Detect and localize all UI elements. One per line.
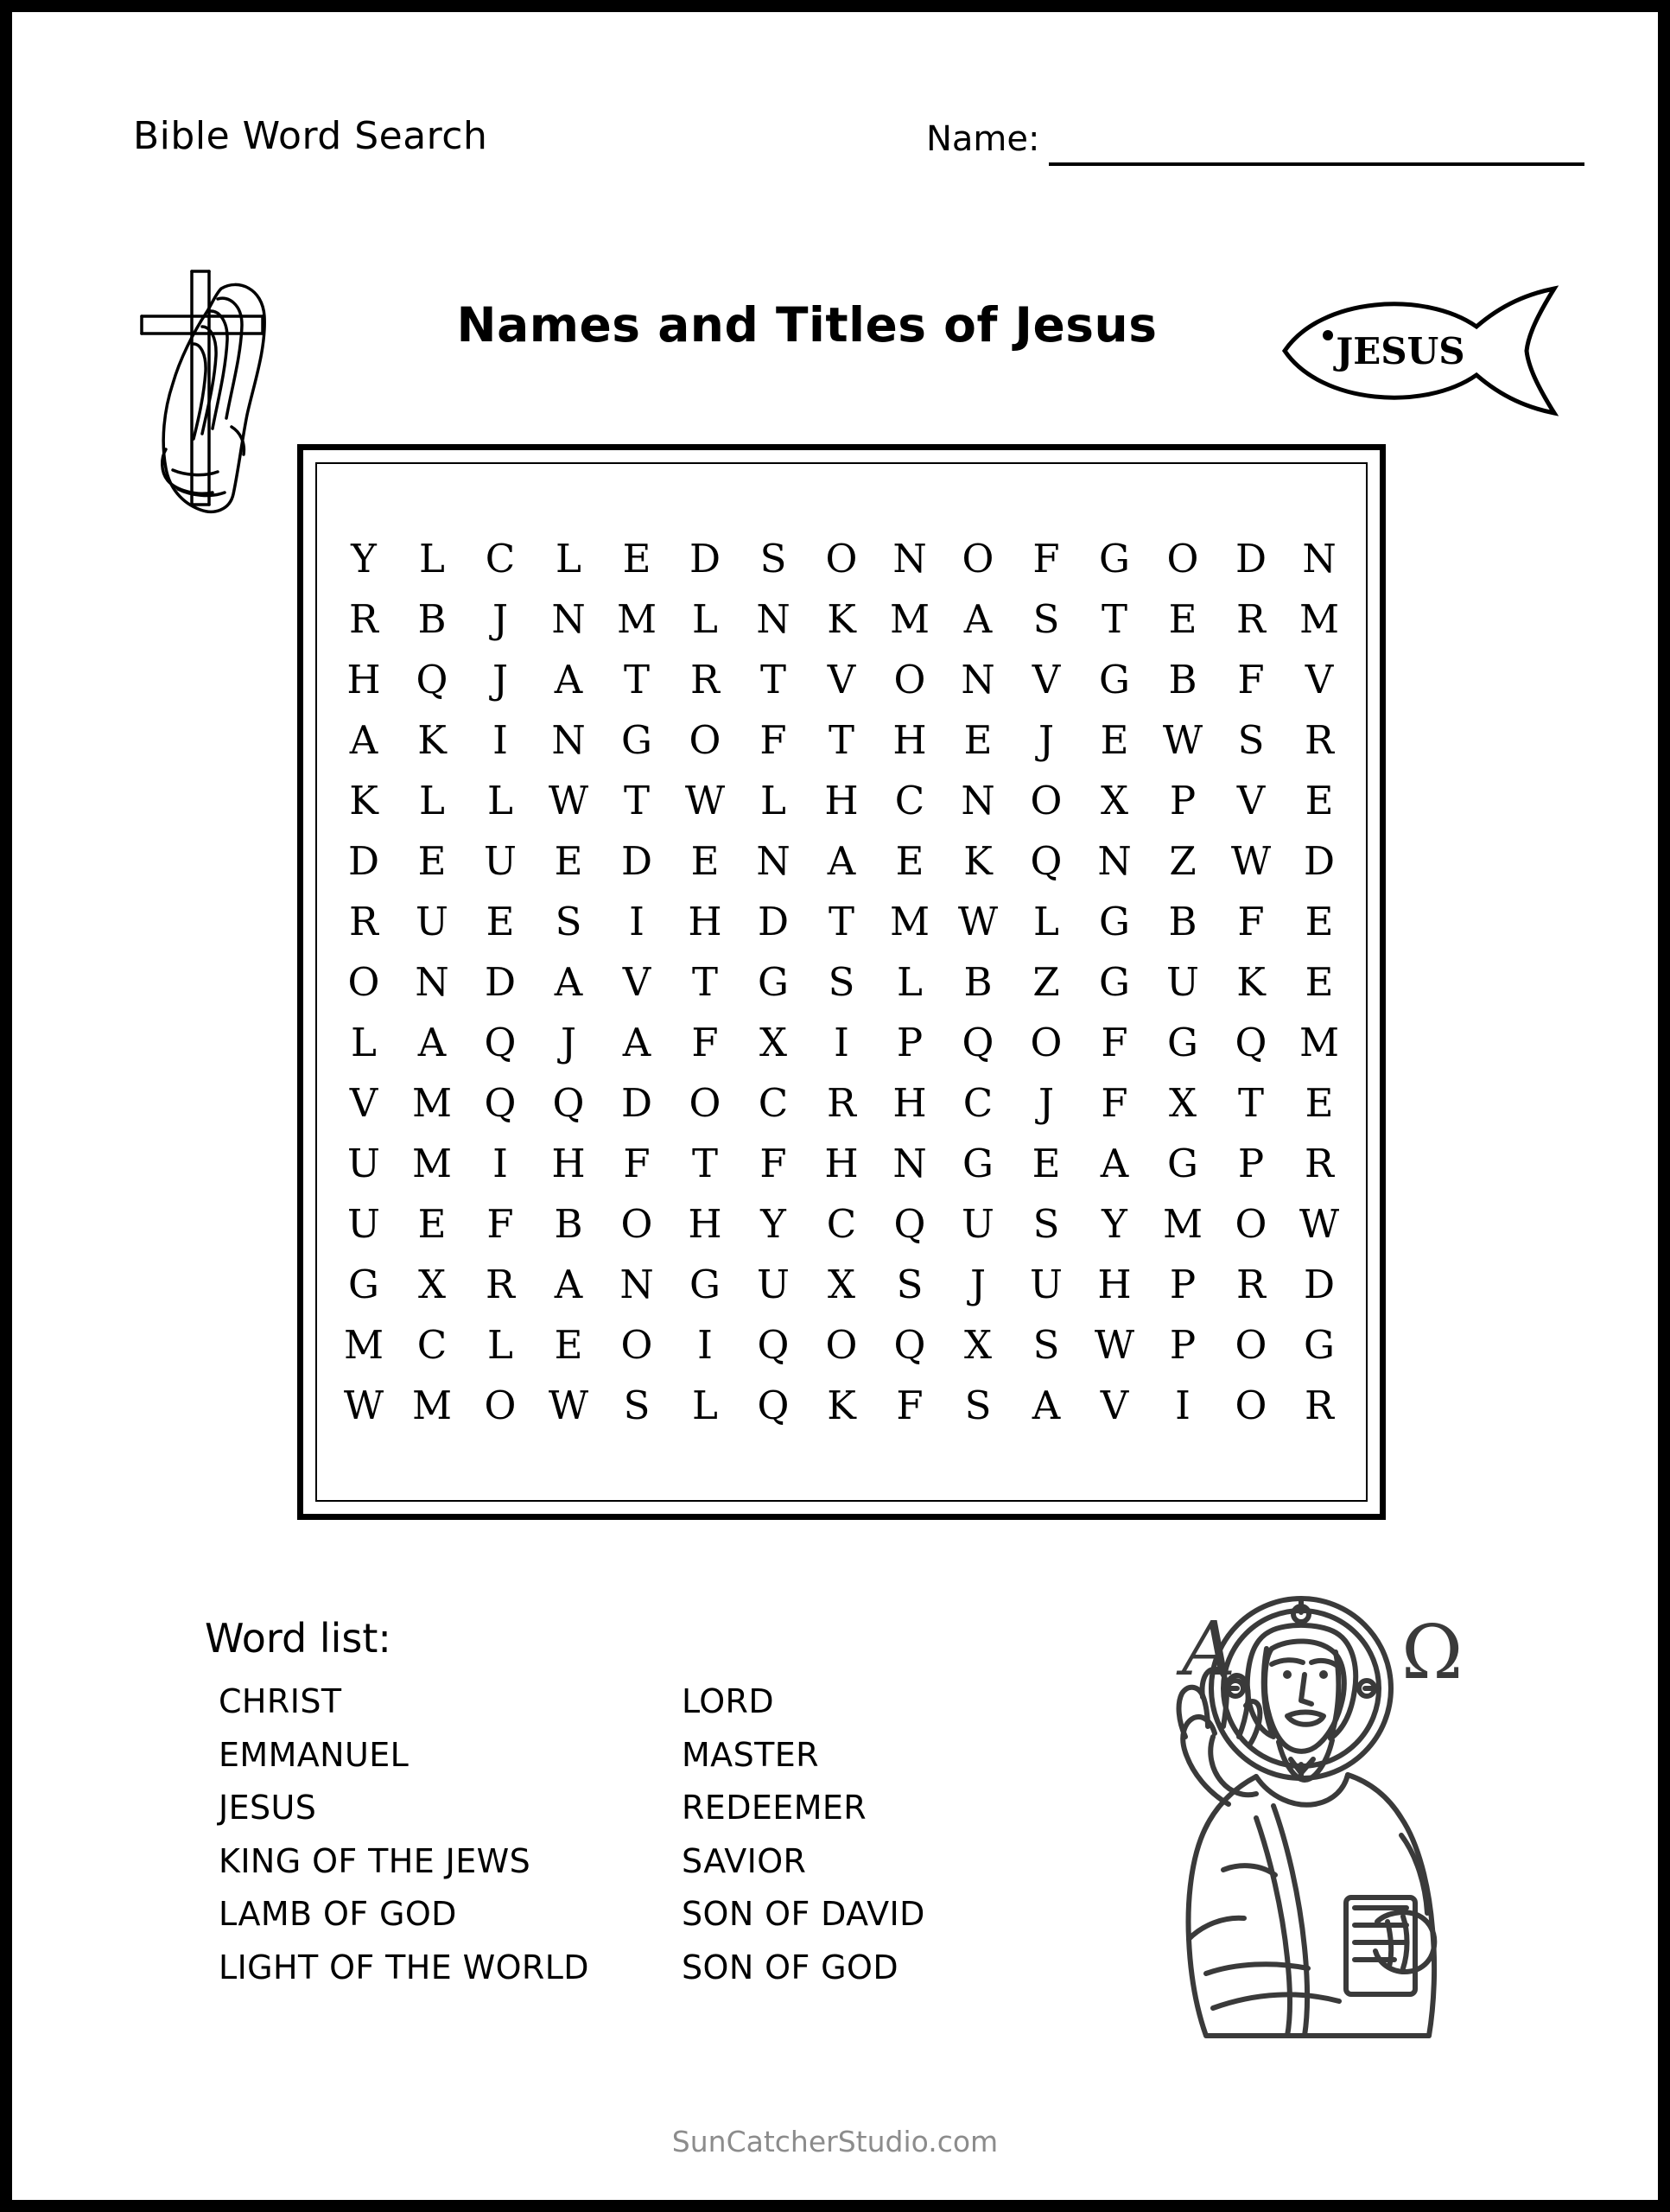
grid-cell[interactable]: A	[554, 657, 583, 702]
grid-cell[interactable]: E	[486, 899, 515, 944]
grid-cell[interactable]: T	[623, 657, 650, 702]
grid-row	[317, 892, 1366, 952]
grid-cell[interactable]: E	[963, 717, 993, 763]
grid-cell[interactable]: X	[827, 1262, 856, 1307]
grid-cell[interactable]: Q	[893, 1322, 926, 1368]
grid-cell[interactable]: T	[691, 959, 718, 1005]
grid-cell[interactable]: S	[1032, 596, 1060, 642]
grid-cell[interactable]: A	[349, 717, 378, 763]
grid-cell[interactable]: B	[1168, 899, 1197, 944]
grid-cell[interactable]: X	[1100, 778, 1129, 823]
grid-cell[interactable]: W	[1094, 1322, 1135, 1368]
grid-cell[interactable]: E	[554, 1322, 583, 1368]
grid-cell[interactable]: N	[415, 959, 449, 1005]
grid-cell[interactable]: F	[1101, 1020, 1128, 1065]
grid-cell[interactable]: P	[1237, 1141, 1265, 1186]
grid-cell[interactable]: Z	[1032, 959, 1060, 1005]
grid-cell[interactable]: Q	[484, 1080, 517, 1126]
word-search-grid[interactable]	[297, 444, 1386, 1520]
grid-cell[interactable]: C	[826, 1201, 857, 1247]
grid-cell[interactable]: R	[1305, 717, 1334, 763]
grid-cell[interactable]: O	[962, 536, 994, 582]
ichthys-fish-icon	[1269, 282, 1567, 420]
word-list-item[interactable]: EMMANUEL	[219, 1735, 410, 1774]
grid-cell[interactable]: W	[1299, 1201, 1340, 1247]
grid-cell[interactable]: M	[889, 596, 930, 642]
grid-cell[interactable]: N	[756, 838, 791, 884]
grid-cell[interactable]: N	[551, 596, 586, 642]
grid-cell[interactable]: E	[895, 838, 924, 884]
grid-cell[interactable]: Q	[1030, 838, 1063, 884]
grid-cell[interactable]: B	[417, 596, 447, 642]
grid-cell[interactable]: C	[962, 1080, 994, 1126]
grid-cell[interactable]: O	[484, 1382, 517, 1428]
grid-cell[interactable]: L	[419, 778, 445, 823]
grid-cell[interactable]: G	[1167, 1020, 1198, 1065]
grid-cell[interactable]: M	[411, 1382, 453, 1428]
praying-hands-icon	[124, 254, 310, 522]
grid-cell[interactable]: E	[1305, 899, 1334, 944]
word-list-title: Word list:	[205, 1615, 391, 1662]
grid-cell[interactable]: N	[1097, 838, 1132, 884]
omega-symbol: Ω	[1401, 1610, 1464, 1696]
grid-cell[interactable]: O	[825, 536, 858, 582]
grid-cell[interactable]: N	[961, 657, 995, 702]
grid-cell[interactable]: O	[620, 1322, 653, 1368]
grid-cell[interactable]: X	[963, 1322, 993, 1368]
grid-cell[interactable]: V	[1032, 657, 1061, 702]
grid-cell[interactable]: L	[556, 536, 581, 582]
grid-cell[interactable]: H	[824, 778, 859, 823]
grid-cell[interactable]: M	[411, 1141, 453, 1186]
grid-cell[interactable]: L	[487, 778, 513, 823]
grid-cell[interactable]: N	[892, 1141, 927, 1186]
grid-cell[interactable]: S	[896, 1262, 924, 1307]
grid-cell[interactable]: T	[828, 717, 854, 763]
grid-cell[interactable]: G	[1099, 657, 1130, 702]
grid-cell[interactable]: G	[348, 1262, 379, 1307]
grid-cell[interactable]: O	[1235, 1322, 1267, 1368]
grid-cell[interactable]: I	[629, 899, 645, 944]
grid-cell[interactable]: E	[417, 1201, 447, 1247]
grid-cell[interactable]: D	[1303, 838, 1336, 884]
grid-cell[interactable]: X	[417, 1262, 447, 1307]
word-list-columns	[198, 1675, 1010, 1994]
grid-cell[interactable]: S	[759, 536, 787, 582]
grid-cell[interactable]: P	[1169, 778, 1197, 823]
grid-cell[interactable]: U	[347, 1201, 380, 1247]
grid-cell[interactable]: H	[688, 1201, 722, 1247]
grid-cell[interactable]: U	[962, 1201, 994, 1247]
grid-cell[interactable]: S	[623, 1382, 651, 1428]
word-list-column-2	[682, 1675, 1010, 1994]
word-list-item[interactable]: LIGHT OF THE WORLD	[219, 1948, 589, 1986]
grid-cell[interactable]: M	[1299, 1020, 1340, 1065]
grid-cell[interactable]: O	[689, 1080, 721, 1126]
grid-cell[interactable]: K	[963, 838, 993, 884]
grid-cell[interactable]: W	[957, 899, 999, 944]
grid-cell[interactable]: R	[349, 899, 378, 944]
grid-cell[interactable]: L	[1033, 899, 1059, 944]
grid-cell[interactable]: U	[757, 1262, 790, 1307]
grid-cell[interactable]: C	[758, 1080, 789, 1126]
grid-cell[interactable]: O	[347, 959, 380, 1005]
word-list-column-1	[198, 1675, 682, 1994]
grid-cell[interactable]: D	[620, 838, 653, 884]
grid-cell[interactable]: Q	[757, 1382, 790, 1428]
grid-cell[interactable]: R	[1305, 1382, 1334, 1428]
grid-cell[interactable]: E	[417, 838, 447, 884]
grid-row	[317, 831, 1366, 892]
grid-row	[317, 529, 1366, 589]
puzzle-title: Names and Titles of Jesus	[456, 297, 1158, 353]
grid-cell[interactable]: A	[1032, 1382, 1061, 1428]
grid-cell[interactable]: F	[759, 1141, 787, 1186]
grid-cell[interactable]: P	[1169, 1262, 1197, 1307]
grid-cell[interactable]: O	[1030, 778, 1063, 823]
grid-cell[interactable]: B	[963, 959, 993, 1005]
grid-cell[interactable]: J	[1038, 717, 1055, 763]
grid-cell[interactable]: H	[346, 657, 381, 702]
grid-cell[interactable]: J	[492, 596, 509, 642]
grid-cell[interactable]: T	[623, 778, 650, 823]
grid-cell[interactable]: I	[697, 1322, 713, 1368]
grid-cell[interactable]: R	[1236, 1262, 1266, 1307]
grid-cell[interactable]: E	[622, 536, 651, 582]
grid-cell[interactable]: U	[347, 1141, 380, 1186]
word-list-item[interactable]: LORD	[682, 1682, 774, 1720]
grid-cell[interactable]: V	[1100, 1382, 1129, 1428]
grid-cell[interactable]: I	[1175, 1382, 1191, 1428]
page-title: Bible Word Search	[133, 114, 488, 158]
grid-cell[interactable]: H	[892, 717, 927, 763]
page-inner	[12, 12, 1658, 2200]
grid-cell[interactable]: F	[691, 1020, 719, 1065]
grid-row	[317, 650, 1366, 710]
grid-cell[interactable]: X	[1168, 1080, 1197, 1126]
grid-cell[interactable]: S	[1032, 1322, 1060, 1368]
grid-cell[interactable]: H	[824, 1141, 859, 1186]
grid-cell[interactable]: J	[560, 1020, 577, 1065]
grid-cell[interactable]: V	[1236, 778, 1266, 823]
grid-row	[317, 952, 1366, 1013]
grid-cell[interactable]: N	[756, 596, 791, 642]
grid-cell[interactable]: E	[1305, 959, 1334, 1005]
grid-cell[interactable]: F	[1101, 1080, 1128, 1126]
grid-cell[interactable]: M	[411, 1080, 453, 1126]
grid-cell[interactable]: W	[343, 1382, 384, 1428]
grid-cell[interactable]: G	[758, 959, 789, 1005]
grid-cell[interactable]: K	[827, 596, 856, 642]
grid-cell[interactable]: M	[1299, 596, 1340, 642]
grid-cell[interactable]: B	[554, 1201, 583, 1247]
word-list-item[interactable]: SON OF GOD	[682, 1948, 898, 1986]
grid-cell[interactable]: O	[825, 1322, 858, 1368]
grid-cell[interactable]: W	[548, 1382, 589, 1428]
grid-cell[interactable]: L	[419, 536, 445, 582]
grid-cell[interactable]: M	[616, 596, 657, 642]
grid-cell[interactable]: Q	[962, 1020, 994, 1065]
grid-cell[interactable]: V	[1305, 657, 1334, 702]
grid-cell[interactable]: G	[1304, 1322, 1335, 1368]
grid-cell[interactable]: U	[1166, 959, 1199, 1005]
grid-cell[interactable]: N	[619, 1262, 654, 1307]
word-list-item[interactable]: MASTER	[682, 1735, 819, 1774]
grid-cell[interactable]: O	[1235, 1201, 1267, 1247]
word-list-item[interactable]: JESUS	[219, 1789, 317, 1827]
grid-cell[interactable]: H	[688, 899, 722, 944]
grid-cell[interactable]: E	[1305, 778, 1334, 823]
grid-cell[interactable]: E	[1100, 717, 1129, 763]
grid-cell[interactable]: N	[961, 778, 995, 823]
grid-cell[interactable]: T	[759, 657, 786, 702]
grid-cell[interactable]: K	[1236, 959, 1266, 1005]
grid-cell[interactable]: R	[1305, 1141, 1334, 1186]
grid-cell[interactable]: A	[827, 838, 856, 884]
grid-cell[interactable]: L	[351, 1020, 377, 1065]
grid-cell[interactable]: O	[893, 657, 926, 702]
grid-cell[interactable]: G	[1167, 1141, 1198, 1186]
grid-cell[interactable]: H	[551, 1141, 586, 1186]
grid-cell[interactable]: G	[1099, 959, 1130, 1005]
word-list	[198, 1615, 1010, 1994]
grid-row	[317, 771, 1366, 831]
grid-cell[interactable]: Q	[416, 657, 448, 702]
grid-cell[interactable]: J	[492, 657, 509, 702]
alpha-symbol: A	[1182, 1606, 1236, 1693]
word-list-item[interactable]: CHRIST	[219, 1682, 342, 1720]
grid-cell[interactable]: O	[689, 717, 721, 763]
grid-cell[interactable]: J	[1038, 1080, 1055, 1126]
grid-cell[interactable]: D	[1303, 1262, 1336, 1307]
grid-cell[interactable]: E	[1168, 596, 1197, 642]
grid-cell[interactable]: Z	[1169, 838, 1197, 884]
christ-illustration	[997, 1559, 1515, 2077]
grid-cell[interactable]: V	[622, 959, 651, 1005]
grid-cell[interactable]: I	[492, 717, 508, 763]
grid-cell[interactable]: D	[347, 838, 380, 884]
grid-row	[317, 1013, 1366, 1073]
grid-cell[interactable]: F	[1032, 536, 1060, 582]
grid-cell[interactable]: O	[1030, 1020, 1063, 1065]
grid-row	[317, 1134, 1366, 1194]
grid-cell[interactable]: Y	[760, 1201, 786, 1247]
grid-cell[interactable]: G	[1099, 536, 1130, 582]
grid-cell[interactable]: N	[551, 717, 586, 763]
grid-cell[interactable]: B	[1168, 657, 1197, 702]
puzzle-banner	[107, 245, 1593, 435]
grid-cell[interactable]: S	[828, 959, 855, 1005]
grid-cell[interactable]: I	[492, 1141, 508, 1186]
grid-cell[interactable]: W	[1162, 717, 1203, 763]
grid-cell[interactable]: L	[692, 596, 718, 642]
grid-cell[interactable]: L	[692, 1382, 718, 1428]
grid-cell[interactable]: G	[621, 717, 652, 763]
grid-cell[interactable]: L	[897, 959, 923, 1005]
grid-cell[interactable]: R	[690, 657, 720, 702]
grid-cell[interactable]: P	[896, 1020, 924, 1065]
grid-cell[interactable]: Q	[1235, 1020, 1267, 1065]
grid-cell[interactable]: A	[1100, 1141, 1129, 1186]
grid-row	[317, 710, 1366, 771]
grid-cell[interactable]: W	[1230, 838, 1272, 884]
grid-cell[interactable]: R	[827, 1080, 856, 1126]
grid-cell[interactable]: L	[760, 778, 786, 823]
grid-row	[317, 1194, 1366, 1255]
grid-cell[interactable]: A	[963, 596, 993, 642]
grid-cell[interactable]: K	[417, 717, 447, 763]
grid-cell[interactable]: A	[417, 1020, 447, 1065]
grid-cell[interactable]: X	[759, 1020, 788, 1065]
grid-cell[interactable]: U	[484, 838, 517, 884]
grid-cell[interactable]: T	[1237, 1080, 1264, 1126]
ichthys-label: JESUS	[1336, 330, 1465, 372]
name-label: Name:	[926, 119, 1040, 159]
grid-cell[interactable]: C	[894, 778, 925, 823]
grid-cell[interactable]: H	[1097, 1262, 1132, 1307]
grid-cell[interactable]: A	[554, 1262, 583, 1307]
grid-cell[interactable]: F	[1237, 899, 1265, 944]
grid-cell[interactable]: K	[349, 778, 378, 823]
word-list-item[interactable]: LAMB OF GOD	[219, 1895, 457, 1934]
grid-cell[interactable]: U	[416, 899, 448, 944]
grid-cell[interactable]: S	[1032, 1201, 1060, 1247]
grid-cell[interactable]: W	[548, 778, 589, 823]
grid-cell[interactable]: Y	[351, 536, 377, 582]
name-input-line[interactable]	[1049, 162, 1584, 166]
grid-cell[interactable]: F	[486, 1201, 514, 1247]
grid-cell[interactable]: E	[1305, 1080, 1334, 1126]
grid-cell[interactable]: R	[486, 1262, 515, 1307]
grid-cell[interactable]: A	[622, 1020, 651, 1065]
grid-cell[interactable]: C	[416, 1322, 448, 1368]
grid-cell[interactable]: T	[828, 899, 854, 944]
word-list-item[interactable]: SAVIOR	[682, 1841, 807, 1880]
word-search-grid-inner	[315, 462, 1368, 1502]
word-list-item[interactable]: SON OF DAVID	[682, 1895, 925, 1934]
grid-cell[interactable]: H	[892, 1080, 927, 1126]
grid-cell[interactable]: A	[554, 959, 583, 1005]
grid-cell[interactable]: D	[484, 959, 517, 1005]
grid-cell[interactable]: T	[1101, 596, 1127, 642]
grid-cell[interactable]: I	[834, 1020, 849, 1065]
grid-cell[interactable]: F	[896, 1382, 924, 1428]
grid-cell[interactable]: O	[1166, 536, 1199, 582]
grid-cell[interactable]: R	[349, 596, 378, 642]
grid-row	[317, 589, 1366, 650]
footer-credit: SunCatcherStudio.com	[671, 2125, 999, 2158]
grid-cell[interactable]: F	[759, 717, 787, 763]
grid-row	[317, 1315, 1366, 1376]
grid-cell[interactable]: O	[620, 1201, 653, 1247]
grid-cell[interactable]: V	[827, 657, 856, 702]
grid-cell[interactable]: M	[343, 1322, 384, 1368]
grid-cell[interactable]: J	[969, 1262, 987, 1307]
grid-cell[interactable]: Q	[757, 1322, 790, 1368]
grid-cell[interactable]: F	[623, 1141, 651, 1186]
grid-cell[interactable]: T	[691, 1141, 718, 1186]
grid-row	[317, 1255, 1366, 1315]
grid-cell[interactable]: G	[689, 1262, 721, 1307]
grid-cell[interactable]: G	[962, 1141, 994, 1186]
grid-cell[interactable]: M	[1162, 1201, 1203, 1247]
grid-cell[interactable]: Y	[1102, 1201, 1127, 1247]
grid-cell[interactable]: V	[349, 1080, 378, 1126]
grid-cell[interactable]: K	[827, 1382, 856, 1428]
grid-cell[interactable]: W	[684, 778, 726, 823]
grid-cell[interactable]: R	[1236, 596, 1266, 642]
grid-cell[interactable]: S	[1237, 717, 1265, 763]
grid-row	[317, 1376, 1366, 1436]
grid-cell[interactable]: Q	[484, 1020, 517, 1065]
grid-cell[interactable]: F	[1237, 657, 1265, 702]
grid-cell[interactable]: G	[1099, 899, 1130, 944]
grid-cell[interactable]: P	[1169, 1322, 1197, 1368]
grid-cell[interactable]: S	[555, 899, 582, 944]
grid-cell[interactable]: O	[1235, 1382, 1267, 1428]
word-list-item[interactable]: KING OF THE JEWS	[219, 1841, 531, 1880]
grid-cell[interactable]: C	[485, 536, 516, 582]
grid-cell[interactable]: D	[1235, 536, 1267, 582]
grid-cell[interactable]: N	[892, 536, 927, 582]
grid-cell[interactable]: E	[690, 838, 720, 884]
grid-cell[interactable]: Q	[552, 1080, 585, 1126]
grid-cell[interactable]: E	[1032, 1141, 1061, 1186]
grid-cell[interactable]: S	[964, 1382, 992, 1428]
grid-cell[interactable]: M	[889, 899, 930, 944]
word-list-item[interactable]: REDEEMER	[682, 1789, 867, 1827]
grid-cell[interactable]: E	[554, 838, 583, 884]
grid-cell[interactable]: D	[689, 536, 721, 582]
page-header	[133, 114, 1533, 175]
grid-cell[interactable]: Q	[893, 1201, 926, 1247]
grid-cell[interactable]: D	[620, 1080, 653, 1126]
grid-cell[interactable]: U	[1030, 1262, 1063, 1307]
grid-cell[interactable]: D	[757, 899, 790, 944]
grid-cell[interactable]: L	[487, 1322, 513, 1368]
grid-cell[interactable]: N	[1302, 536, 1337, 582]
grid-row	[317, 1073, 1366, 1134]
